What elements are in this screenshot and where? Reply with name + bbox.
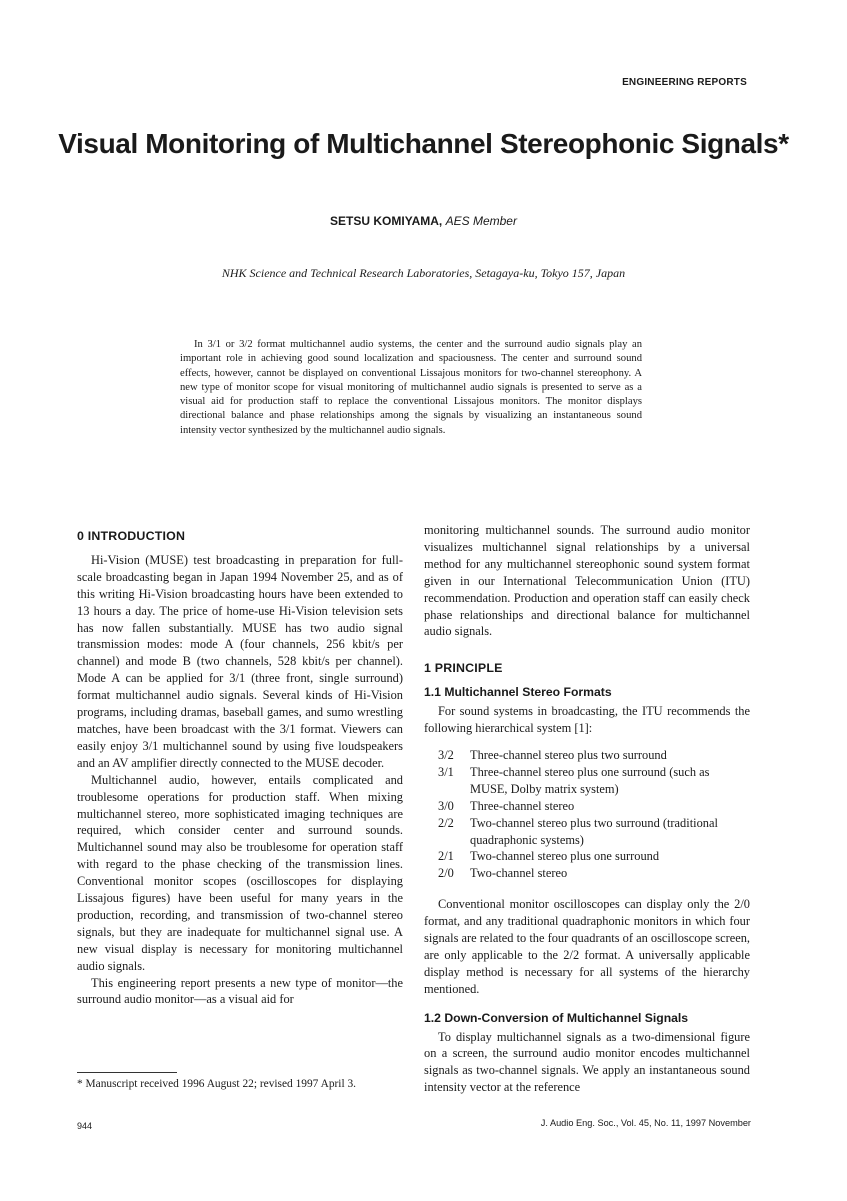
section-heading-introduction: 0 INTRODUCTION bbox=[77, 529, 186, 543]
subsection-heading-down-conversion: 1.2 Down-Conversion of Multichannel Signals bbox=[424, 1010, 689, 1025]
section-heading-principle: 1 PRINCIPLE bbox=[424, 661, 503, 676]
body-paragraph: Conventional monitor oscilloscopes can display only the 2/0 format, and any traditional quadraphonic monitors in which four signals are related to the four quadrants of an oscilloscope screen, are only applicable to the 2/2 format. A universally applicable display method is necessary for all systems of the hierarchy mentioned. bbox=[424, 897, 750, 996]
format-description: Three-channel stereo plus one surround (such as MUSE, Dolby matrix system) bbox=[470, 764, 710, 796]
format-code: 2/0 bbox=[438, 866, 454, 881]
journal-reference: J. Audio Eng. Soc., Vol. 45, No. 11, 1997 November bbox=[540, 1118, 751, 1128]
page-number: 944 bbox=[77, 1121, 93, 1131]
format-code: 3/0 bbox=[438, 798, 454, 813]
abstract: In 3/1 or 3/2 format multichannel audio systems, the center and the surround audio signals play an important role in achieving good sound localization and spaciousness. The center and surround sound effects, however, cannot be displayed on conventional Lissajous monitors for two-channel stereophony. A new type of monitor scope for visual monitoring of multichannel audio signals is presented to serve as a visual aid for production staff to replace the conventional Lissajous monitors. The monitor displays directional balance and phase relationships among the signals by visualizing an instantaneous sound intensity vector synthesized by the multichannel audio signals. bbox=[180, 339, 642, 436]
body-paragraph: Hi-Vision (MUSE) test broadcasting in preparation for full-scale broadcasting began in Japan 1994 November 25, and as of this writing Hi-Vision broadcasting hours have been extended to 13 hours a day. The price of home-use Hi-Vision television sets has now fallen substantially. MUSE has two audio signal transmission modes: mode A (four channels, 256 kbit/s per channel) and mode B (two channels, 528 kbit/s per channel). Mode A can be applied for 3/1 (three front, single surround) format multichannel audio signals. Several kinds of Hi-Vision programs, including dramas, baseball games, and sumo wrestling matches, have been broadcast with the 3/1 format. Viewers can easily enjoy 3/1 multichannel sound by using five loudspeakers and an AV amplifier directly connected to the MUSE decoder. bbox=[77, 552, 403, 770]
format-description: Two-channel stereo plus two surround (traditional quadraphonic systems) bbox=[470, 815, 718, 847]
list-item bbox=[424, 848, 750, 865]
subsection-heading-formats: 1.1 Multichannel Stereo Formats bbox=[424, 685, 612, 700]
format-description: Three-channel stereo plus two surround bbox=[470, 747, 667, 762]
right-column bbox=[424, 522, 750, 1096]
format-code: 2/2 bbox=[438, 815, 454, 830]
list-item bbox=[424, 798, 750, 815]
format-hierarchy-list bbox=[424, 747, 750, 882]
author-membership: AES Member bbox=[445, 214, 517, 228]
paper-title: Visual Monitoring of Multichannel Stereophonic Signals* bbox=[58, 128, 789, 159]
list-item bbox=[424, 747, 750, 764]
footnote: * Manuscript received 1996 August 22; revised 1997 April 3. bbox=[77, 1078, 357, 1090]
footnote-divider bbox=[77, 1072, 177, 1073]
body-paragraph: This engineering report presents a new type of monitor—the surround audio monitor—as a visual aid for bbox=[77, 975, 403, 1007]
format-description: Three-channel stereo bbox=[470, 798, 575, 813]
list-item bbox=[424, 865, 750, 882]
author-line bbox=[0, 214, 847, 228]
running-head: ENGINEERING REPORTS bbox=[622, 77, 747, 88]
list-item bbox=[424, 815, 750, 849]
left-column bbox=[77, 522, 403, 1008]
body-paragraph: Multichannel audio, however, entails complicated and troublesome operations for production staff. When mixing multichannel stereo, more sophisticated imaging techniques are required, which consider center and surround sounds. Multichannel sound may also be troublesome for operation staff with regard to the phase checking of the transmission lines. Conventional monitor scopes (oscilloscopes for displaying Lissajous figures) have been useful for many years in the production, recording, and transmission of two-channel stereo signals, but they are inadequate for multichannel signal use. A new visual display is necessary for monitoring multichannel audio signals. bbox=[77, 772, 403, 973]
author-name: SETSU KOMIYAMA, bbox=[330, 214, 443, 228]
format-code: 3/1 bbox=[438, 764, 454, 779]
body-paragraph: monitoring multichannel sounds. The surround audio monitor visualizes multichannel signal relationships by a universal method for any multichannel stereophonic sound system format given in our International Telecommunication Union (ITU) recommendation. Production and operation staff can easily check phase relationships and directional balance for multichannel audio signals. bbox=[424, 523, 750, 639]
format-description: Two-channel stereo bbox=[470, 866, 568, 881]
format-description: Two-channel stereo plus one surround bbox=[470, 849, 660, 864]
body-paragraph: For sound systems in broadcasting, the ITU recommends the following hierarchical system [1]: bbox=[424, 704, 750, 736]
list-item bbox=[424, 764, 750, 798]
affiliation: NHK Science and Technical Research Laboratories, Setagaya-ku, Tokyo 157, Japan bbox=[221, 266, 626, 280]
body-paragraph: To display multichannel signals as a two-dimensional figure on a screen, the surround audio monitor encodes multichannel signals as two-channel signals. We apply an instantaneous sound intensity vector at the reference bbox=[424, 1029, 750, 1095]
format-code: 3/2 bbox=[438, 747, 454, 762]
format-code: 2/1 bbox=[438, 849, 454, 864]
